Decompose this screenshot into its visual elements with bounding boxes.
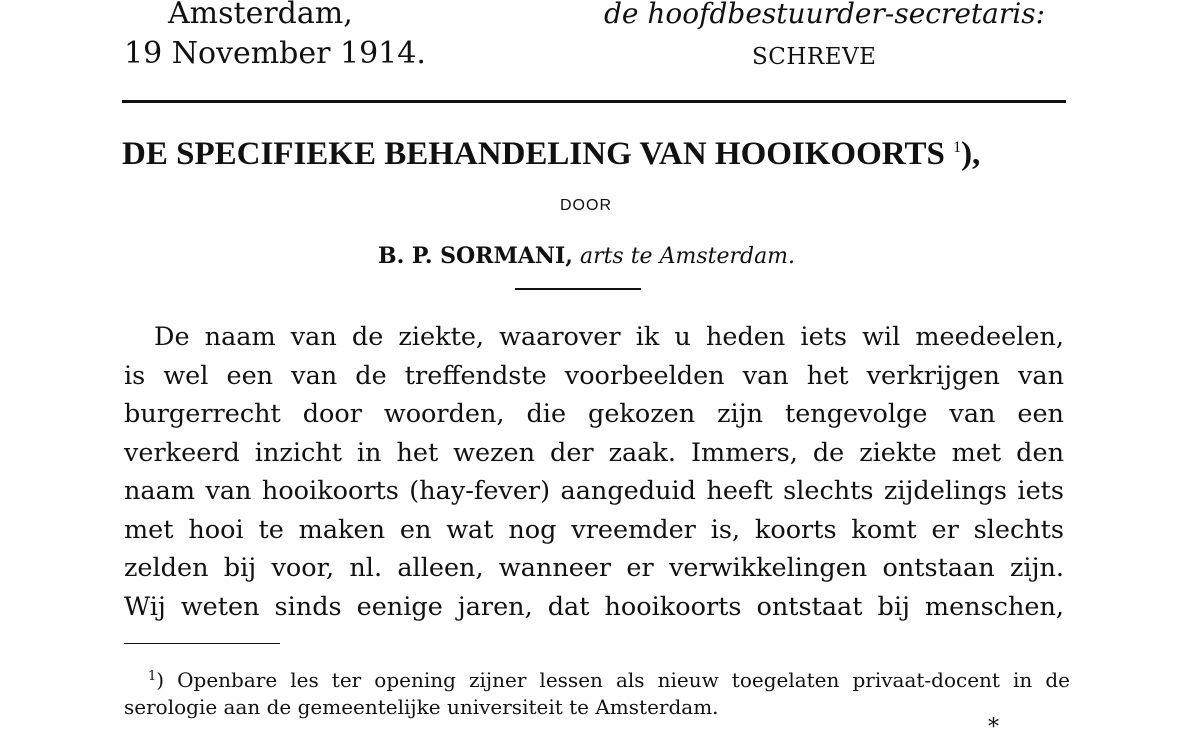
body-line: is wel een van de treffendste voorbeelden van het verkrijgen van: [124, 360, 1064, 391]
footnote-rule: [124, 643, 280, 644]
body-line: naam van hooikoorts (hay-fever) aangeduid heeft slechts zijdelings iets: [124, 476, 1064, 506]
article-title-text: DE SPECIFIEKE BEHANDELING VAN HOOIKOORTS: [122, 136, 945, 172]
asterisk-mark: *: [988, 715, 999, 740]
title-suffix: ),: [961, 136, 981, 172]
title-footnote-mark: 1: [953, 139, 962, 156]
header-place: Amsterdam,: [168, 0, 353, 31]
footnote: [124, 662, 1070, 722]
body-line: verkeerd inzicht in het wezen der zaak. Immers, de ziekte met den: [124, 437, 1064, 468]
header-date: 19 November 1914.: [124, 36, 426, 71]
author-name: B. P. SORMANI,: [378, 243, 573, 269]
footnote-mark: 1: [148, 669, 157, 684]
section-divider-rule: [122, 100, 1066, 103]
header-signatory-name: SCHREVE: [752, 44, 877, 70]
body-paragraph: [124, 318, 1064, 626]
body-line: De naam van de ziekte, waarover ik u heden iets wil meedeelen,: [154, 322, 1064, 352]
byline-door: DOOR: [560, 197, 612, 214]
author-affiliation: arts te Amsterdam.: [579, 244, 796, 269]
footnote-text-1: ) Openbare les ter opening zijner lessen als nieuw toegelaten privaat-docent in de: [156, 668, 1070, 692]
title-underline-rule: [515, 288, 641, 290]
body-line: burgerrecht door woorden, die gekozen zijn tengevolge van een: [124, 399, 1064, 429]
article-title: [122, 128, 1082, 174]
body-line: zelden bij voor, nl. alleen, wanneer er verwikkelingen ontstaan zijn.: [124, 553, 1064, 583]
footnote-line: serologie aan de gemeentelijke universiteit te Amsterdam.: [124, 695, 719, 719]
footnote-line: [124, 662, 1070, 692]
author-line: [378, 241, 795, 272]
body-line: met hooi te maken en wat nog vreemder is, koorts komt er slechts: [124, 514, 1064, 545]
header-signatory-role: de hoofdbestuurder-secretaris:: [604, 0, 1045, 30]
body-line: Wij weten sinds eenige jaren, dat hooikoorts ontstaat bij menschen,: [124, 591, 1064, 622]
